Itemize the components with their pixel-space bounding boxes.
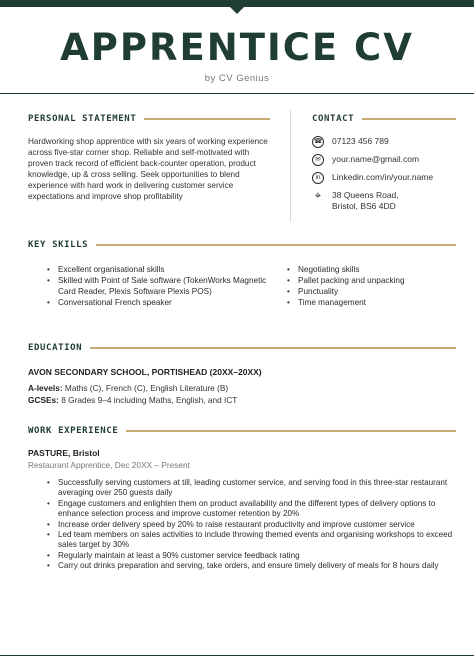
- list-item: • Punctuality: [284, 286, 464, 297]
- list-item: • Successfully serving customers at till, leading customer service, and serving food in this three-star restaurant averaging over 250 guests daily: [44, 478, 464, 499]
- contact-phone-text: 07123 456 789: [332, 136, 389, 146]
- alevels-label: A-levels:: [28, 383, 63, 393]
- work-experience-label: WORK EXPERIENCE: [28, 426, 119, 436]
- personal-statement-label: PERSONAL STATEMENT: [28, 114, 137, 124]
- job-employer: PASTURE, Bristol: [28, 448, 100, 458]
- contact-email-text: your.name@gmail.com: [332, 154, 420, 164]
- list-item: • Engage customers and enlighten them on product availability and the different types of delivery options to enhance selection process and improve customer retention by 20%: [44, 499, 464, 520]
- top-notch: [230, 7, 244, 14]
- contact-email[interactable]: [312, 154, 472, 166]
- section-rule: [362, 118, 456, 120]
- section-rule: [144, 118, 270, 120]
- list-item: • Led team members on sales activities to include throwing themed events and organising workshops to exceed sales target by 30%: [44, 530, 464, 551]
- key-skills-heading: [28, 240, 456, 250]
- gcses-value: 8 Grades 9–4 including Maths, English, and ICT: [61, 395, 238, 405]
- list-item: • Regularly maintain at least a 90% customer service feedback rating: [44, 551, 464, 561]
- job-role: Restaurant Apprentice, Dec 20XX – Present: [28, 460, 190, 470]
- contact-phone[interactable]: [312, 136, 472, 148]
- contact-linkedin[interactable]: [312, 172, 472, 184]
- education-alevels: [28, 383, 228, 393]
- education-school: AVON SECONDARY SCHOOL, PORTISHEAD (20XX–20XX): [28, 367, 262, 377]
- section-rule: [126, 430, 456, 432]
- skills-list-left: [44, 264, 274, 308]
- contact-address-text: [332, 190, 399, 212]
- phone-icon: ☎: [312, 136, 324, 148]
- contact-linkedin-text: Linkedin.com/in/your.name: [332, 172, 434, 182]
- footer-divider: [0, 655, 474, 656]
- list-item: • Increase order delivery speed by 20% to raise restaurant productivity and improve customer service: [44, 520, 464, 530]
- list-item: • Negotiating skills: [284, 264, 464, 275]
- list-item: • Conversational French speaker: [44, 297, 274, 308]
- email-icon: ✉: [312, 154, 324, 166]
- list-item: • Pallet packing and unpacking: [284, 275, 464, 286]
- education-heading: [28, 343, 456, 353]
- top-bar: [0, 0, 474, 7]
- address-line-1: 38 Queens Road,: [332, 190, 399, 200]
- key-skills-label: KEY SKILLS: [28, 240, 89, 250]
- skills-list-right: [284, 264, 464, 308]
- section-rule: [90, 347, 456, 349]
- location-pin-icon: ⌖: [314, 189, 322, 202]
- personal-statement-text: Hardworking shop apprentice with six years of working experience across five-star corner shop. Reliable and self-motivated with proven track record of efficient back-counter operation, product knowledge, up & cross selling. Seek opportunities to blend experience with hard work in delivering customer service expectations and improve shop profitability: [28, 137, 268, 201]
- contact-label: CONTACT: [312, 114, 355, 124]
- section-rule: [96, 244, 456, 246]
- alevels-value: Maths (C), French (C), English Literature (B): [64, 383, 229, 393]
- list-item: • Excellent organisational skills: [44, 264, 274, 275]
- list-item: • Skilled with Point of Sale software (TokenWorks Magnetic Card Reader, Plexis Software Plexis POS): [44, 275, 274, 297]
- address-line-2: Bristol, BS6 4DD: [332, 201, 396, 211]
- byline: by CV Genius: [204, 73, 270, 84]
- education-label: EDUCATION: [28, 343, 83, 353]
- list-item: • Time management: [284, 297, 464, 308]
- header-divider: [0, 93, 474, 94]
- work-bullets: [44, 478, 464, 572]
- contact-heading: [312, 114, 456, 124]
- work-experience-heading: [28, 426, 456, 436]
- contact-list: [312, 136, 472, 218]
- list-item: • Carry out drinks preparation and serving, take orders, and ensure timely delivery of meals for 8 hours daily: [44, 561, 464, 571]
- personal-statement-heading: [28, 114, 270, 124]
- linkedin-icon: in: [312, 172, 324, 184]
- column-divider: [290, 110, 291, 222]
- contact-address: [312, 190, 472, 212]
- gcses-label: GCSEs:: [28, 395, 59, 405]
- page-title: APPRENTICE CV: [60, 26, 414, 69]
- education-gcses: [28, 395, 237, 405]
